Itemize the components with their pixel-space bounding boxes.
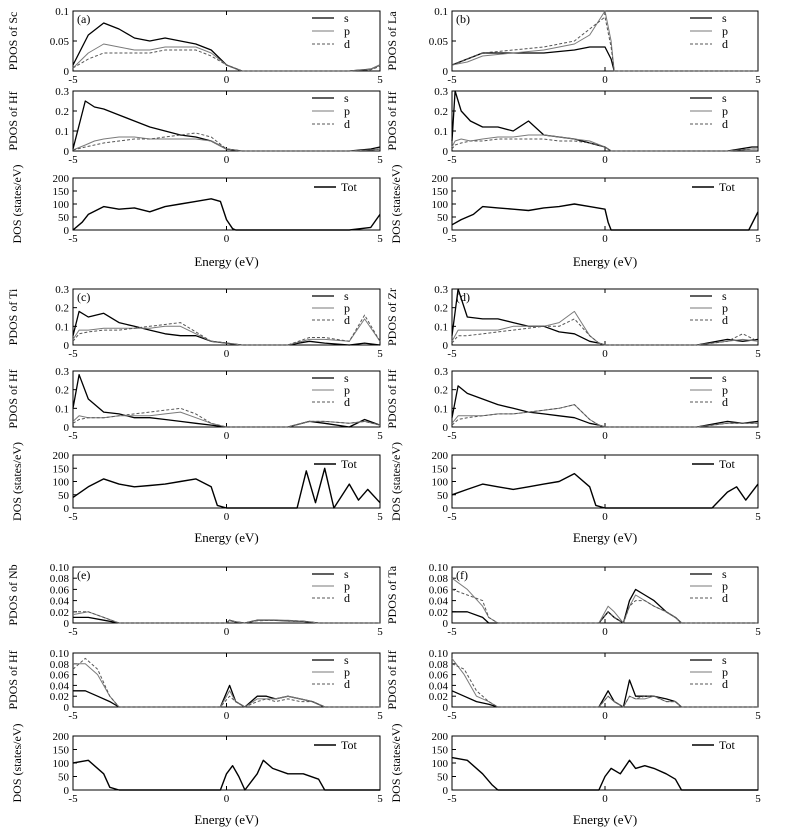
y-tick-label: 50 xyxy=(58,771,69,784)
y-tick-label: 0 xyxy=(442,66,448,78)
subfigure-tag: (c) xyxy=(77,290,91,304)
x-tick-label: 5 xyxy=(377,74,383,86)
y-tick-label: 0.06 xyxy=(49,669,69,682)
panel-dos_tot xyxy=(10,442,383,523)
y-axis-label: PDOS of Ta xyxy=(385,565,399,625)
x-tick-label: 5 xyxy=(377,793,383,805)
legend-label-d: d xyxy=(722,313,728,327)
x-tick-label: 5 xyxy=(755,626,761,638)
legend-label-d: d xyxy=(344,591,350,605)
subfigure-tag: (b) xyxy=(456,12,470,26)
y-axis-label: PDOS of La xyxy=(385,11,399,71)
y-tick-label: 0 xyxy=(442,146,448,158)
y-tick-label: 0 xyxy=(442,340,448,352)
subfigure-a xyxy=(6,6,383,269)
y-tick-label: 0.08 xyxy=(428,573,448,586)
legend-label-d: d xyxy=(722,395,728,409)
legend-label-s: s xyxy=(344,91,349,105)
x-tick-label: -5 xyxy=(68,348,78,360)
y-tick-label: 0 xyxy=(442,785,448,797)
legend-label-d: d xyxy=(722,591,728,605)
x-tick-label: 5 xyxy=(755,348,761,360)
series-line-s xyxy=(452,91,758,151)
series-line-Tot xyxy=(73,760,380,790)
x-tick-label: 5 xyxy=(377,233,383,245)
y-axis-label: PDOS of Hf xyxy=(6,650,20,710)
y-tick-label: 0.1 xyxy=(55,126,69,138)
x-tick-label: -5 xyxy=(68,233,78,245)
y-tick-label: 0.02 xyxy=(49,691,69,704)
y-tick-label: 0.1 xyxy=(434,6,448,18)
plot-frame xyxy=(452,455,758,508)
y-tick-label: 0.06 xyxy=(428,584,448,597)
subfigure-d xyxy=(385,284,761,545)
legend-label-d: d xyxy=(344,37,350,51)
x-tick-label: -5 xyxy=(447,626,457,638)
legend-label-s: s xyxy=(344,567,349,581)
legend-label-s: s xyxy=(722,567,727,581)
y-tick-label: 0.05 xyxy=(428,36,448,48)
series-line-s xyxy=(452,680,758,707)
plot-frame xyxy=(452,11,758,71)
y-axis-label: DOS (states/eV) xyxy=(389,723,403,803)
x-tick-label: 5 xyxy=(755,793,761,805)
legend-label-p: p xyxy=(344,301,350,315)
plot-frame xyxy=(452,371,758,427)
series-line-s xyxy=(452,589,758,623)
panel-pdos_top xyxy=(6,284,383,360)
y-tick-label: 150 xyxy=(52,744,69,757)
x-tick-label: 5 xyxy=(755,154,761,166)
x-tick-label: 0 xyxy=(602,348,608,360)
x-tick-label: 5 xyxy=(755,710,761,722)
y-tick-label: 0 xyxy=(63,503,69,515)
panel-pdos_hf xyxy=(385,86,761,166)
legend-label-p: p xyxy=(344,383,350,397)
y-tick-label: 150 xyxy=(52,463,69,476)
x-tick-label: -5 xyxy=(68,430,78,442)
series-line-p xyxy=(73,137,380,151)
panel-pdos_hf xyxy=(6,366,383,442)
legend-label-tot: Tot xyxy=(341,457,357,471)
plot-frame xyxy=(73,567,380,623)
series-line-Tot xyxy=(73,199,380,230)
x-tick-label: -5 xyxy=(447,154,457,166)
plot-frame xyxy=(452,289,758,345)
panel-pdos_hf xyxy=(385,366,761,442)
legend-label-p: p xyxy=(722,301,728,315)
y-tick-label: 0 xyxy=(63,340,69,352)
x-tick-label: 0 xyxy=(223,511,230,523)
x-tick-label: 5 xyxy=(755,430,761,442)
x-tick-label: -5 xyxy=(68,511,78,523)
x-axis-title: Energy (eV) xyxy=(194,254,259,269)
y-tick-label: 0.05 xyxy=(49,36,69,48)
y-tick-label: 50 xyxy=(437,771,448,784)
y-tick-label: 100 xyxy=(52,476,69,489)
y-tick-label: 0 xyxy=(442,618,448,630)
panel-pdos_top xyxy=(385,6,761,86)
y-tick-label: 0 xyxy=(442,702,448,714)
legend-label-d: d xyxy=(722,117,728,131)
legend-label-d: d xyxy=(722,677,728,691)
x-tick-label: 0 xyxy=(602,626,608,638)
x-axis-title: Energy (eV) xyxy=(194,812,259,827)
plot-frame xyxy=(452,736,758,790)
legend-label-s: s xyxy=(722,289,727,303)
plot-frame xyxy=(452,91,758,151)
legend-label-p: p xyxy=(722,383,728,397)
y-tick-label: 0.04 xyxy=(428,680,448,693)
legend-label-d: d xyxy=(344,395,350,409)
y-axis-label: PDOS of Sc xyxy=(6,11,20,71)
y-tick-label: 0 xyxy=(63,66,69,78)
y-tick-label: 200 xyxy=(431,173,448,185)
subfigure-f xyxy=(385,562,761,827)
legend-label-s: s xyxy=(344,11,349,25)
legend-label-d: d xyxy=(344,313,350,327)
legend-label-s: s xyxy=(722,371,727,385)
y-tick-label: 0 xyxy=(63,422,69,434)
series-line-d xyxy=(452,589,758,623)
legend-label-p: p xyxy=(722,665,728,679)
legend-label-d: d xyxy=(344,117,350,131)
panel-pdos_top xyxy=(385,284,761,360)
plot-frame xyxy=(73,11,380,71)
panel-dos_tot xyxy=(389,165,761,245)
subfigure-c xyxy=(6,284,383,545)
x-tick-label: 0 xyxy=(223,793,230,805)
y-tick-label: 0.10 xyxy=(49,562,69,574)
x-tick-label: 0 xyxy=(602,430,608,442)
series-line-s xyxy=(452,289,758,345)
legend-label-s: s xyxy=(722,653,727,667)
y-tick-label: 0.1 xyxy=(55,321,69,334)
x-tick-label: 0 xyxy=(223,710,230,722)
y-tick-label: 100 xyxy=(52,758,69,770)
subfigure-tag: (e) xyxy=(77,568,91,582)
y-axis-label: DOS (states/eV) xyxy=(389,164,403,244)
legend-label-p: p xyxy=(344,665,350,679)
y-tick-label: 0 xyxy=(63,702,69,714)
y-tick-label: 0.2 xyxy=(434,302,448,315)
series-line-Tot xyxy=(73,468,380,508)
y-tick-label: 100 xyxy=(431,758,448,770)
y-axis-label: PDOS of Zr xyxy=(385,287,399,347)
panel-pdos_top xyxy=(6,6,383,86)
panel-pdos_top xyxy=(6,562,383,638)
x-tick-label: -5 xyxy=(447,793,457,805)
y-tick-label: 0 xyxy=(63,618,69,630)
y-tick-label: 150 xyxy=(52,186,69,198)
x-axis-title: Energy (eV) xyxy=(194,530,259,545)
x-tick-label: 0 xyxy=(602,511,608,523)
y-tick-label: 150 xyxy=(431,744,448,757)
panel-dos_tot xyxy=(389,442,761,523)
legend-label-tot: Tot xyxy=(341,180,357,194)
y-tick-label: 0.2 xyxy=(434,106,448,118)
x-tick-label: 0 xyxy=(602,154,608,166)
panel-pdos_hf xyxy=(6,648,383,722)
series-line-Tot xyxy=(452,758,758,790)
y-tick-label: 200 xyxy=(431,731,448,743)
x-tick-label: -5 xyxy=(447,710,457,722)
legend-label-p: p xyxy=(722,104,728,118)
y-tick-label: 0.3 xyxy=(55,366,69,378)
y-tick-label: 200 xyxy=(431,450,448,462)
x-tick-label: -5 xyxy=(68,626,78,638)
y-tick-label: 0.3 xyxy=(434,366,448,378)
y-tick-label: 0.10 xyxy=(428,562,448,574)
y-tick-label: 0 xyxy=(442,503,448,515)
x-tick-label: 0 xyxy=(223,626,230,638)
y-tick-label: 0 xyxy=(63,146,69,158)
y-axis-label: PDOS of Hf xyxy=(385,650,399,710)
y-tick-label: 0.04 xyxy=(428,595,448,608)
series-line-s xyxy=(452,386,758,427)
y-tick-label: 0.3 xyxy=(434,284,448,296)
plot-frame xyxy=(452,178,758,230)
y-tick-label: 0.08 xyxy=(49,658,69,671)
y-tick-label: 0.3 xyxy=(55,284,69,296)
y-tick-label: 0.04 xyxy=(49,595,69,608)
y-tick-label: 0.1 xyxy=(55,403,69,416)
legend-label-p: p xyxy=(722,24,728,38)
panel-pdos_hf xyxy=(6,86,383,166)
x-tick-label: 0 xyxy=(602,74,608,86)
y-tick-label: 50 xyxy=(437,489,448,502)
y-axis-label: DOS (states/eV) xyxy=(10,442,24,521)
x-tick-label: -5 xyxy=(447,430,457,442)
y-tick-label: 100 xyxy=(431,476,448,489)
y-tick-label: 0.3 xyxy=(55,86,69,98)
y-tick-label: 0.2 xyxy=(55,302,69,315)
legend-label-s: s xyxy=(722,11,727,25)
series-line-p xyxy=(452,11,758,71)
y-tick-label: 0.1 xyxy=(55,6,69,18)
y-axis-label: PDOS of Ti xyxy=(6,288,20,346)
x-tick-label: 5 xyxy=(377,626,383,638)
legend-label-tot: Tot xyxy=(719,180,735,194)
y-tick-label: 0.10 xyxy=(49,648,69,660)
x-tick-label: 0 xyxy=(602,793,608,805)
legend-label-tot: Tot xyxy=(719,457,735,471)
x-tick-label: -5 xyxy=(68,793,78,805)
y-tick-label: 150 xyxy=(431,186,448,198)
x-axis-title: Energy (eV) xyxy=(572,812,638,827)
series-line-d xyxy=(73,658,380,707)
plot-frame xyxy=(452,653,758,707)
y-tick-label: 0.08 xyxy=(49,573,69,586)
y-tick-label: 200 xyxy=(52,731,69,743)
series-line-d xyxy=(452,664,758,707)
plot-frame xyxy=(73,91,380,151)
x-tick-label: 0 xyxy=(602,233,608,245)
x-tick-label: -5 xyxy=(447,511,457,523)
x-tick-label: 5 xyxy=(377,511,383,523)
y-tick-label: 100 xyxy=(52,199,69,211)
panel-dos_tot xyxy=(10,165,383,245)
x-tick-label: 0 xyxy=(602,710,608,722)
y-axis-label: DOS (states/eV) xyxy=(10,723,24,803)
x-tick-label: 0 xyxy=(223,74,230,86)
x-tick-label: 0 xyxy=(223,154,230,166)
subfigure-e xyxy=(6,562,383,827)
y-tick-label: 0 xyxy=(63,785,69,797)
y-axis-label: PDOS of Nb xyxy=(6,564,20,626)
legend-label-p: p xyxy=(722,579,728,593)
y-tick-label: 0.1 xyxy=(434,126,448,138)
subfigure-b xyxy=(385,6,761,269)
y-tick-label: 0 xyxy=(442,225,448,237)
y-tick-label: 100 xyxy=(431,199,448,211)
plot-frame xyxy=(73,653,380,707)
y-tick-label: 0 xyxy=(63,225,69,237)
x-tick-label: 0 xyxy=(223,233,230,245)
y-tick-label: 0.04 xyxy=(49,680,69,693)
series-line-d xyxy=(452,17,758,71)
legend-label-s: s xyxy=(344,371,349,385)
legend-label-s: s xyxy=(344,653,349,667)
x-tick-label: 0 xyxy=(223,348,230,360)
plot-frame xyxy=(73,289,380,345)
panel-dos_tot xyxy=(10,724,383,805)
y-tick-label: 0.2 xyxy=(55,384,69,397)
y-tick-label: 0.3 xyxy=(434,86,448,98)
x-tick-label: -5 xyxy=(447,74,457,86)
series-line-p xyxy=(73,44,380,71)
panel-pdos_hf xyxy=(385,648,761,722)
subfigure-tag: (a) xyxy=(77,12,91,26)
y-tick-label: 0.1 xyxy=(434,321,448,334)
y-tick-label: 0.06 xyxy=(49,584,69,597)
series-line-s xyxy=(73,375,380,427)
y-tick-label: 0.02 xyxy=(49,606,69,619)
x-tick-label: -5 xyxy=(447,233,457,245)
y-tick-label: 50 xyxy=(58,212,69,224)
legend-label-tot: Tot xyxy=(719,738,735,752)
y-tick-label: 0 xyxy=(442,422,448,434)
y-tick-label: 0.2 xyxy=(55,106,69,118)
x-tick-label: 5 xyxy=(377,348,383,360)
x-tick-label: 5 xyxy=(377,710,383,722)
x-tick-label: 5 xyxy=(755,511,761,523)
legend-label-s: s xyxy=(722,91,727,105)
x-tick-label: -5 xyxy=(68,154,78,166)
legend-label-tot: Tot xyxy=(341,738,357,752)
x-tick-label: 0 xyxy=(223,430,230,442)
x-tick-label: -5 xyxy=(68,74,78,86)
series-line-p xyxy=(452,311,758,345)
x-tick-label: 5 xyxy=(755,233,761,245)
x-axis-title: Energy (eV) xyxy=(572,254,638,269)
y-tick-label: 0.06 xyxy=(428,669,448,682)
panel-dos_tot xyxy=(389,724,761,805)
subfigure-tag: (d) xyxy=(456,290,470,304)
legend-label-p: p xyxy=(344,24,350,38)
plot-frame xyxy=(73,371,380,427)
x-tick-label: -5 xyxy=(447,348,457,360)
legend-label-p: p xyxy=(344,579,350,593)
y-axis-label: PDOS of Hf xyxy=(6,91,20,151)
y-tick-label: 0.2 xyxy=(434,384,448,397)
legend-label-d: d xyxy=(344,677,350,691)
legend-label-d: d xyxy=(722,37,728,51)
y-tick-label: 0.1 xyxy=(434,403,448,416)
x-tick-label: 5 xyxy=(755,74,761,86)
y-tick-label: 50 xyxy=(58,489,69,502)
y-tick-label: 0.10 xyxy=(428,648,448,660)
plot-frame xyxy=(73,736,380,790)
y-axis-label: PDOS of Hf xyxy=(385,369,399,429)
legend-label-p: p xyxy=(344,104,350,118)
legend-label-s: s xyxy=(344,289,349,303)
y-tick-label: 50 xyxy=(437,212,448,224)
x-tick-label: 5 xyxy=(377,430,383,442)
y-axis-label: PDOS of Hf xyxy=(385,91,399,151)
series-line-Tot xyxy=(452,474,758,508)
plot-frame xyxy=(73,455,380,508)
x-tick-label: -5 xyxy=(68,710,78,722)
y-tick-label: 200 xyxy=(52,173,69,185)
y-tick-label: 150 xyxy=(431,463,448,476)
y-tick-label: 0.02 xyxy=(428,691,448,704)
y-tick-label: 0.02 xyxy=(428,606,448,619)
plot-frame xyxy=(73,178,380,230)
x-tick-label: 5 xyxy=(377,154,383,166)
subfigure-tag: (f) xyxy=(456,568,468,582)
series-line-s xyxy=(73,101,380,151)
y-axis-label: DOS (states/eV) xyxy=(10,164,24,244)
y-tick-label: 0.08 xyxy=(428,658,448,671)
y-axis-label: PDOS of Hf xyxy=(6,369,20,429)
y-tick-label: 200 xyxy=(52,450,69,462)
panel-pdos_top xyxy=(385,562,761,638)
x-axis-title: Energy (eV) xyxy=(572,530,638,545)
y-axis-label: DOS (states/eV) xyxy=(389,442,403,521)
